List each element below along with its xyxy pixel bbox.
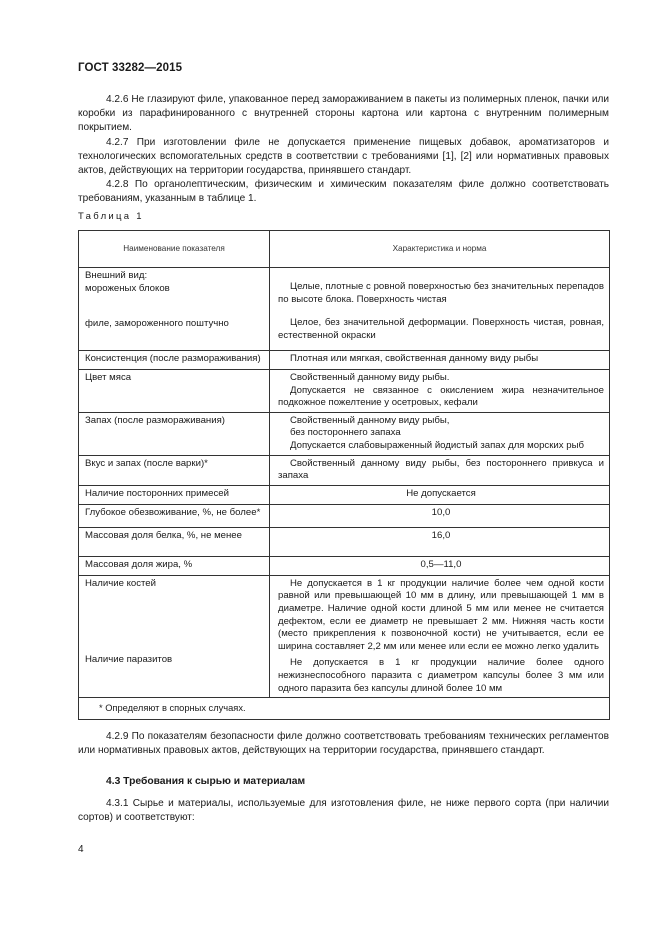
value-parasites: Не допускается в 1 кг продукции наличие более одного нежизнеспособного паразита с диаметром капсулы более 3 мм или одного паразита без капсулы длиной более 10 мм [278, 657, 604, 694]
col-header-name: Наименование показателя [79, 231, 270, 268]
value-consistency: Плотная или мягкая, свойственная данному виду рыбы [290, 353, 539, 364]
row-name-parasites: Наличие паразитов [85, 654, 173, 666]
table-row [79, 575, 610, 697]
row-sub-blocks: мороженых блоков [85, 282, 170, 294]
row-name-consistency: Консистенция (после размораживания) [79, 351, 270, 370]
row-name-appearance: Внешний вид: [85, 270, 148, 281]
value-appearance-blocks: Целые, плотные с ровной поверхностью без значительных перепадов по высоте блока. Поверхность чистая [278, 281, 604, 305]
page-number: 4 [78, 844, 84, 855]
value-meat-color-2: Допускается не связанное с окислением жира незначительное подкожное пожелтение у осетровых, кефали [278, 384, 604, 409]
table-row [79, 527, 610, 556]
row-name-smell: Запах (после размораживания) [79, 412, 270, 455]
table-caption: Таблица 1 [78, 211, 144, 222]
intro-paragraphs [78, 93, 609, 207]
row-name-bones: Наличие костей [85, 577, 156, 589]
value-fat: 0,5—11,0 [270, 556, 610, 575]
value-smell-1: Свойственный данному виду рыбы, [290, 414, 450, 426]
table-row [79, 351, 610, 370]
value-dehydration: 10,0 [270, 504, 610, 527]
paragraph-4-2-9: 4.2.9 По показателям безопасности филе должно соответствовать требованиям технических регламентов или нормативных правовых актов, действующих на территории государства, принявшего стандарт. [78, 731, 609, 757]
row-name-meat-color: Цвет мяса [79, 370, 270, 413]
table-row [79, 556, 610, 575]
row-name-taste: Вкус и запах (после варки)* [79, 455, 270, 485]
value-meat-color-1: Свойственный данному виду рыбы. [290, 372, 450, 383]
paragraph-block-429 [78, 730, 609, 758]
requirements-table [78, 230, 610, 720]
value-bones: Не допускается в 1 кг продукции наличие более чем одной кости равной или превышающей 10 мм в длину, или превышающей 1 мм в диаметре. Наличие одной кости длиной 5 мм или менее не считается дефектом, если ее диаметр не превышает 2 мм. Нижняя часть кости (место прикрепления к позвоночной кости) не учитывается, если ее ширина составляет 2,2 мм или менее или если ее можно легко удалить [278, 577, 604, 652]
table-row [79, 268, 610, 351]
value-protein: 16,0 [270, 527, 610, 556]
paragraph-block-431 [78, 797, 609, 825]
row-sub-individual: филе, замороженного поштучно [85, 318, 229, 330]
table-footnote-row [79, 698, 610, 720]
section-heading-4-3: 4.3 Требования к сырью и материалам [106, 776, 306, 787]
paragraph-4-2-7: 4.2.7 При изготовлении филе не допускается применение пищевых добавок, ароматизаторов и технологических вспомогательных средств в соответствии с требованиями [1], [2] или нормативных правовых актов, действующих на территории государства, принявшего стандарт. [78, 136, 609, 177]
paragraph-4-2-6: 4.2.6 Не глазируют филе, упакованное перед замораживанием в пакеты из полимерных пленок, пачки или коробки из парафинированного с внутренней стороны картона или картона с внутренним полимерным покрытием. [78, 94, 609, 134]
col-header-value: Характеристика и норма [270, 231, 610, 268]
value-appearance-individual: Целое, без значительной деформации. Поверхность чистая, ровная, естественной окраски [278, 317, 604, 341]
paragraph-4-3-1: 4.3.1 Сырье и материалы, используемые для изготовления филе, не ниже первого сорта (при наличии сортов) и соответствуют: [78, 798, 609, 824]
value-smell-3: Допускается слабовыраженный йодистый запах для морских рыб [290, 439, 584, 451]
value-smell-2: без постороннего запаха [290, 427, 401, 439]
standard-header: ГОСТ 33282—2015 [78, 62, 183, 74]
table-row [79, 485, 610, 504]
row-name-fat: Массовая доля жира, % [79, 556, 270, 575]
row-name-dehydration: Глубокое обезвоживание, %, не более* [79, 504, 270, 527]
table-row [79, 370, 610, 413]
table-row [79, 455, 610, 485]
table-row [79, 412, 610, 455]
value-taste: Свойственный данному виду рыбы, без постороннего привкуса и запаха [278, 457, 604, 482]
value-impurities: Не допускается [270, 485, 610, 504]
paragraph-4-2-8: 4.2.8 По органолептическим, физическим и химическим показателям филе должно соответствовать требованиям, указанным в таблице 1. [78, 179, 609, 205]
row-name-impurities: Наличие посторонних примесей [79, 485, 270, 504]
row-name-protein: Массовая доля белка, %, не менее [79, 527, 270, 556]
table-footnote: * Определяют в спорных случаях. [79, 698, 610, 720]
table-header-row [79, 231, 610, 268]
table-row [79, 504, 610, 527]
